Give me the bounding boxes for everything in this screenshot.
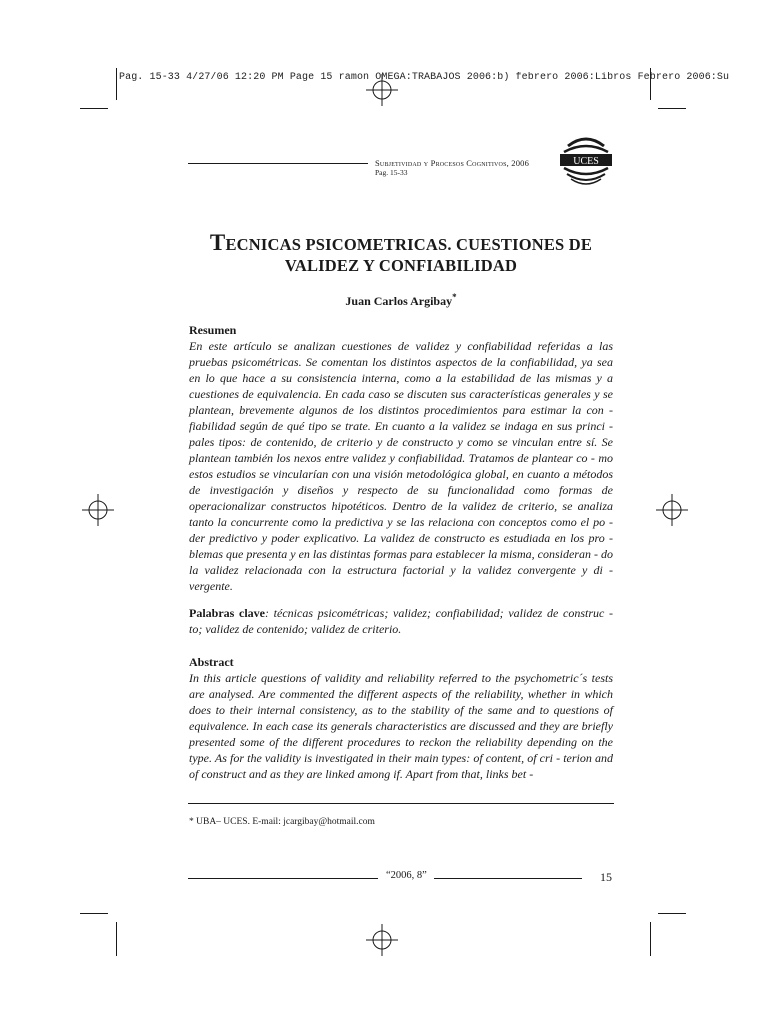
author [188, 292, 614, 309]
keywords [189, 605, 613, 637]
folio-rule-left [188, 878, 378, 879]
page-number: 15 [600, 870, 612, 884]
title-initial: T [209, 230, 226, 255]
header-rule [188, 163, 368, 164]
registration-mark-icon [654, 492, 690, 528]
crop-mark [116, 922, 117, 956]
crop-mark [658, 913, 686, 914]
footnote-rule [188, 803, 614, 804]
title-line-2: VALIDEZ Y CONFIABILIDAD [284, 256, 518, 275]
keywords-text: : técnicas psicométricas; validez; confiabilidad; validez de construc - to; validez de contenido; validez de criterio. [189, 606, 613, 636]
printer-slug: Pag. 15-33 4/27/06 12:20 PM Page 15 ramon OMEGA:TRABAJOS 2006:b) febrero 2006:Libros Febrero 2006:Su [119, 72, 730, 83]
footnote: * UBA– UCES. E-mail: jcargibay@hotmail.com [189, 817, 375, 827]
crop-mark [80, 913, 108, 914]
folio-rule-right [434, 878, 582, 879]
uces-logo-icon [558, 134, 614, 186]
resumen-text: En este artículo se analizan cuestiones de validez y confiabilidad referidas a las pruebas psicométricas. Se comentan los distintos aspectos de la confiabilidad, ya sea en lo que hace a su consistencia interna, como a la estabilidad de las mismas y a cuestiones de equivalencia. En cada caso se discuten sus características generales y se plantean, brevemente algunos de los distintos procedimientos para estimar la con - fiabilidad según de qué tipo se trate. En cuanto a la validez se indaga en sus princi - pales tipos: de contenido, de criterio y de constructo y como se vinculan entre sí. Se plantean también los nexos entre validez y confiabilidad. Tratamos de plantear co - mo estos estudios se vincularían con una visión metodológica global, en cuanto a métodos de investigación y diseños y respecto de su funcionalidad como formas de operacionalizar constructos hipotéticos. Dentro de la validez de criterio, se analiza tanto la concurrente como la predictiva y se las relaciona con conceptos como el po - der predictivo y poder explicativo. La validez de constructo es estudiada en los pro - blemas que presenta y en las distintas formas para establecer la misma, consideran - do la validez relacionada con la estructura factorial y la validez convergente y di - vergente. [189, 339, 613, 593]
crop-mark [116, 68, 117, 100]
abstract-heading: Abstract [189, 655, 234, 669]
registration-mark-icon [80, 492, 116, 528]
article-title [188, 232, 614, 276]
footnote-marker: * [452, 292, 457, 302]
registration-mark-icon [364, 922, 400, 958]
crop-mark [650, 922, 651, 956]
svg-text:UCES: UCES [573, 156, 599, 167]
keywords-label: Palabras clave [189, 606, 265, 620]
resumen-heading: Resumen [189, 323, 237, 337]
author-name: Juan Carlos Argibay [345, 294, 453, 308]
abstract-text: In this article questions of validity and reliability referred to the psychometric´s tests are analysed. Are commented the different aspects of the reliability, whether in which does to their internal consistency, as to the stability of the same and to questions of equivalence. In each case its generals characteristics are discussed and they are briefly presented some of the different procedures to reckon the reliability depending on the type. As for the validity is investigated in their main types: of content, of cri - terion and of construct and as they are linked among if. Apart from that, links bet - [189, 671, 613, 781]
issue-label: “2006, 8” [386, 870, 427, 881]
crop-mark [658, 108, 686, 109]
journal-series: Subjetividad y Procesos Cognitivos, 2006 [375, 158, 530, 168]
page-range: Pag. 15-33 [375, 168, 408, 177]
title-line-1: ECNICAS PSICOMETRICAS. CUESTIONES DE [225, 235, 593, 254]
crop-mark [80, 108, 108, 109]
